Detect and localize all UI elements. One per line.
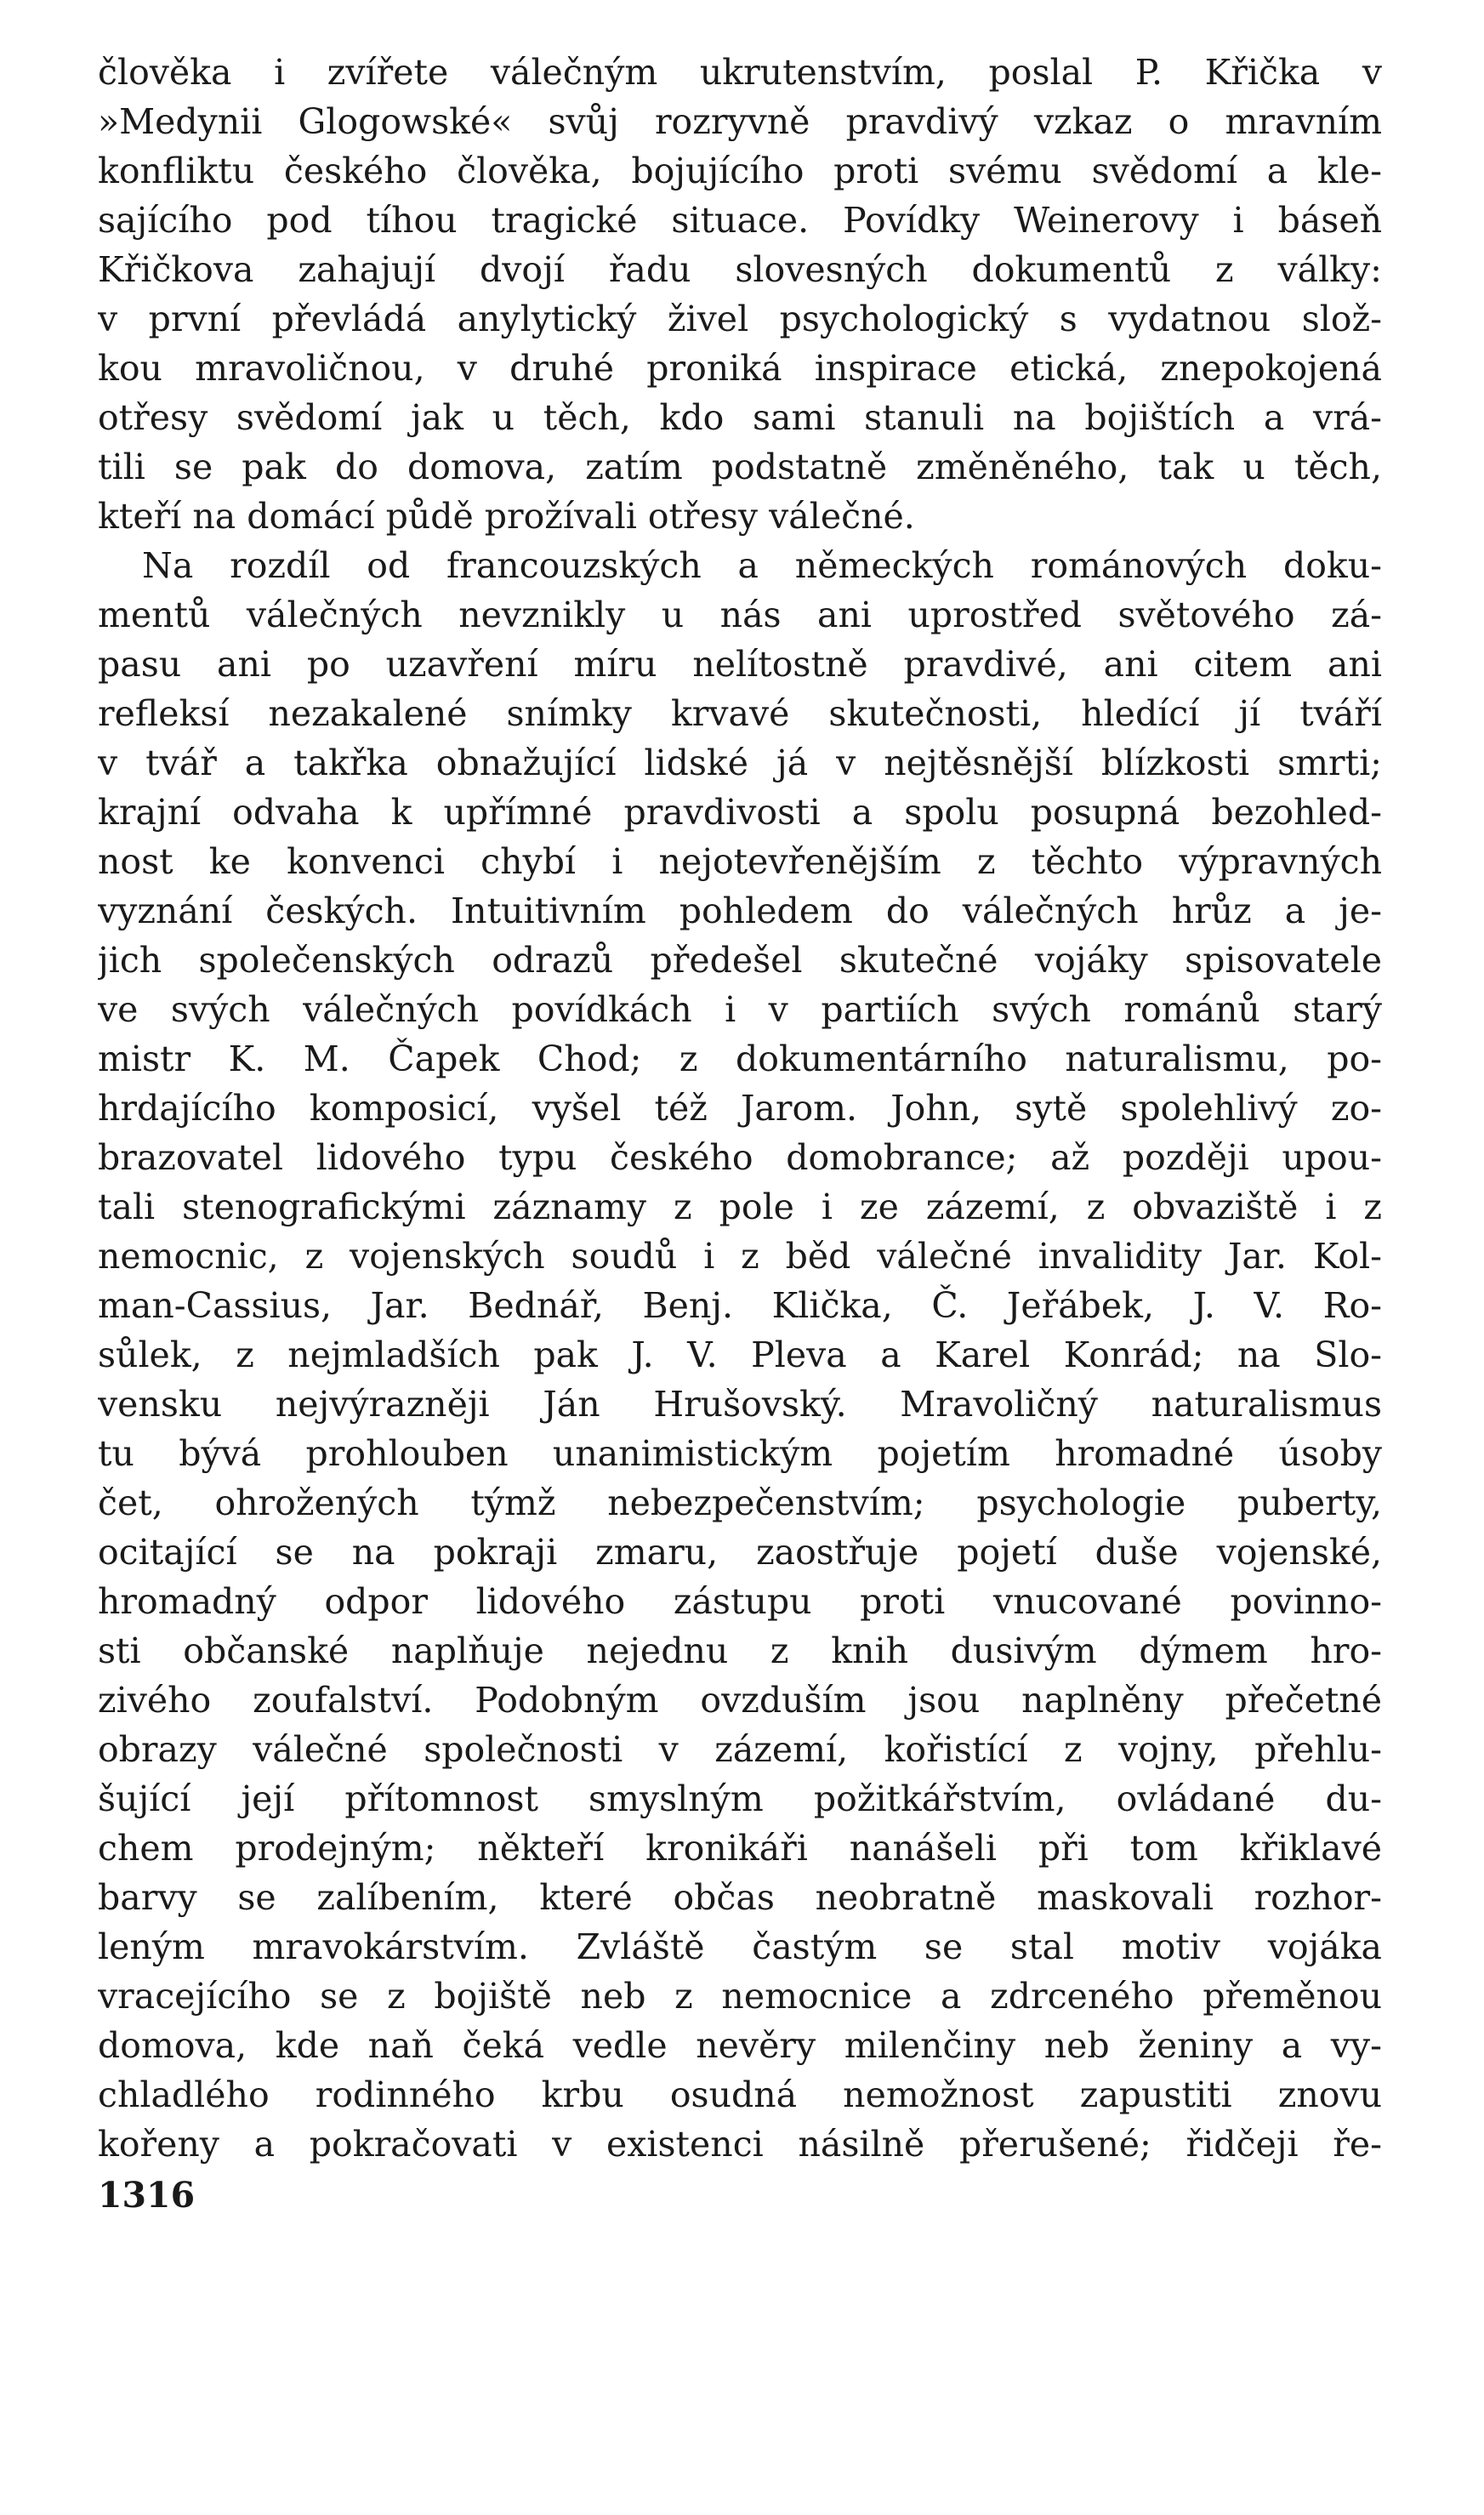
text-line: sůlek, z nejmladších pak J. V. Pleva a Karel Konrád; na Slo-	[98, 1334, 1382, 1375]
text-line: v tvář a takřka obnažující lidské já v nejtěsnější blízkosti smrti;	[98, 743, 1382, 783]
text-line: člověka i zvířete válečným ukrutenstvím, poslal P. Křička v	[98, 52, 1382, 93]
text-line: brazovatel lidového typu českého domobrance; až později upou-	[98, 1137, 1382, 1178]
text-line: mentů válečných nevznikly u nás ani uprostřed světového zá-	[98, 595, 1382, 635]
text-line: kořeny a pokračovati v existenci násilně přerušené; řidčeji ře-	[98, 2124, 1382, 2165]
text-line: vensku nejvýrazněji Ján Hrušovský. Mravoličný naturalismus	[98, 1384, 1382, 1425]
text-line: domova, kde naň čeká vedle nevěry milenčiny neb ženiny a vy-	[98, 2025, 1382, 2066]
text-line: vracejícího se z bojiště neb z nemocnice a zdrceného přeměnou	[98, 1976, 1382, 2017]
text-line: kou mravoličnou, v druhé proniká inspirace etická, znepokojená	[98, 348, 1382, 389]
text-line: tali stenografickými záznamy z pole i ze zázemí, z obvaziště i z	[98, 1186, 1382, 1227]
text-line: hromadný odpor lidového zástupu proti vnucované povinno-	[98, 1581, 1382, 1622]
text-line: tili se pak do domova, zatím podstatně změněného, tak u těch,	[98, 447, 1382, 487]
text-line: Křičkova zahajují dvojí řadu slovesných dokumentů z války:	[98, 249, 1382, 290]
text-line: barvy se zalíbením, které občas neobratně maskovali rozhor-	[98, 1877, 1382, 1918]
text-line: sajícího pod tíhou tragické situace. Povídky Weinerovy i báseň	[98, 200, 1382, 241]
text-line: ve svých válečných povídkách i v partiích svých románů starý	[98, 989, 1382, 1030]
paragraph-start-line: Na rozdíl od francouzských a německých románových doku-	[142, 545, 1382, 586]
text-line: konfliktu českého člověka, bojujícího proti svému svědomí a kle-	[98, 151, 1382, 191]
text-line: leným mravokárstvím. Zvláště častým se stal motiv vojáka	[98, 1926, 1382, 1967]
text-line: chem prodejným; někteří kronikáři nanášeli při tom křiklavé	[98, 1828, 1382, 1869]
text-line: nost ke konvenci chybí i nejotevřenějším z těchto výpravných	[98, 841, 1382, 882]
text-line: hrdajícího komposicí, vyšel též Jarom. John, sytě spolehlivý zo-	[98, 1088, 1382, 1129]
text-line: man-Cassius, Jar. Bednář, Benj. Klička, Č. Jeřábek, J. V. Ro-	[98, 1285, 1382, 1326]
text-line: chladlého rodinného krbu osudná nemožnost zapustiti znovu	[98, 2074, 1382, 2115]
text-line: pasu ani po uzavření míru nelítostně pravdivé, ani citem ani	[98, 644, 1382, 685]
text-line: »Medynii Glogowské« svůj rozryvně pravdivý vzkaz o mravním	[98, 101, 1382, 142]
text-line: zivého zoufalství. Podobným ovzduším jsou naplněny přečetné	[98, 1680, 1382, 1721]
text-line: krajní odvaha k upřímné pravdivosti a spolu posupná bezohled-	[98, 792, 1382, 833]
text-line: čet, ohrožených týmž nebezpečenstvím; psychologie puberty,	[98, 1482, 1382, 1523]
text-line: vyznání českých. Intuitivním pohledem do válečných hrůz a je-	[98, 890, 1382, 931]
page-number: 1316	[98, 2175, 196, 2216]
text-line: šující její přítomnost smyslným požitkářstvím, ovládané du-	[98, 1778, 1382, 1819]
text-line: refleksí nezakalené snímky krvavé skutečnosti, hledící jí tváří	[98, 693, 1382, 734]
text-line: obrazy válečné společnosti v zázemí, kořistící z vojny, přehlu-	[98, 1729, 1382, 1770]
text-line: tu bývá prohlouben unanimistickým pojetím hromadné úsoby	[98, 1433, 1382, 1474]
text-line: v první převládá anylytický živel psychologický s vydatnou slož-	[98, 299, 1382, 339]
text-line: nemocnic, z vojenských soudů i z běd válečné invalidity Jar. Kol-	[98, 1236, 1382, 1277]
text-line: otřesy svědomí jak u těch, kdo sami stanuli na bojištích a vrá-	[98, 397, 1382, 438]
text-line: mistr K. M. Čapek Chod; z dokumentárního naturalismu, po-	[98, 1038, 1382, 1079]
text-line: ocitající se na pokraji zmaru, zaostřuje pojetí duše vojenské,	[98, 1532, 1382, 1573]
page-text-block	[98, 48, 1382, 2169]
text-line: sti občanské naplňuje nejednu z knih dusivým dýmem hro-	[98, 1630, 1382, 1671]
text-line: jich společenských odrazů předešel skutečné vojáky spisovatele	[98, 940, 1382, 981]
paragraph-end-line: kteří na domácí půdě prožívali otřesy válečné.	[98, 496, 915, 537]
